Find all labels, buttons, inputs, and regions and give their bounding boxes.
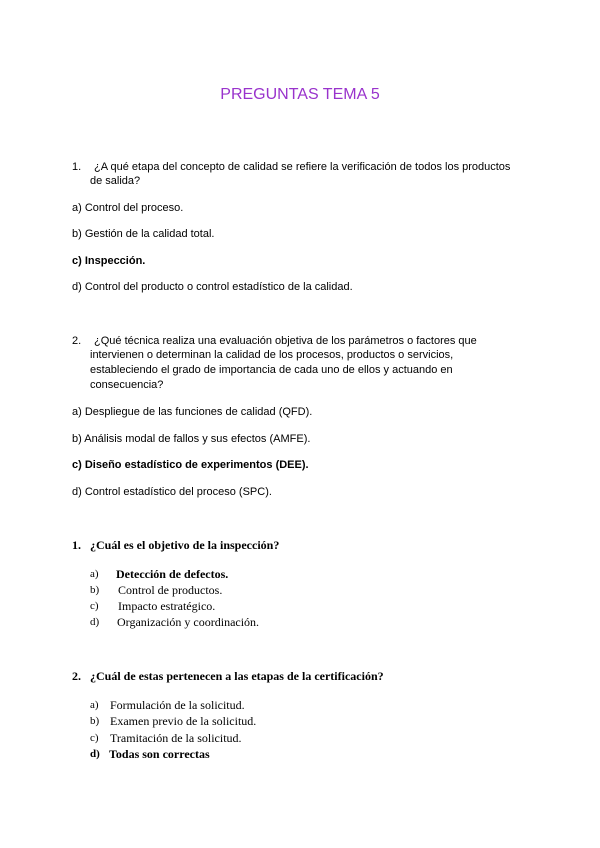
- q4-option-d-correct: Todas son correctas: [109, 747, 210, 761]
- q1-text-line-1: ¿A qué etapa del concepto de calidad se refiere la verificación de todos los productos: [94, 161, 511, 173]
- q3-letter-a: a): [90, 568, 99, 580]
- q2-option-d: d) Control estadístico del proceso (SPC).: [72, 486, 272, 498]
- q1-option-b: b) Gestión de la calidad total.: [72, 228, 215, 240]
- page-title: PREGUNTAS TEMA 5: [220, 86, 380, 103]
- q2-option-c-correct: c) Diseño estadístico de experimentos (DEE).: [72, 459, 309, 471]
- q4-number: 2.: [72, 669, 81, 683]
- q1-number: 1.: [72, 161, 82, 173]
- q3-letter-b: b): [90, 584, 100, 596]
- q2-text-line-3: estableciendo el grado de importancia de cada uno de ellos y actuando en: [90, 364, 453, 376]
- q1-text-line-2: de salida?: [90, 175, 141, 187]
- q4-letter-d: d): [90, 748, 100, 760]
- q3-letter-c: c): [90, 600, 99, 612]
- q3-option-b: Control de productos.: [118, 583, 223, 597]
- q2-number: 2.: [72, 335, 82, 347]
- q4-letter-c: c): [90, 732, 99, 744]
- q4-text: ¿Cuál de estas pertenecen a las etapas de la certificación?: [90, 669, 384, 683]
- q1-option-c-correct: c) Inspección.: [72, 255, 146, 267]
- q3-number: 1.: [72, 538, 81, 552]
- q3-option-a-correct: Detección de defectos.: [116, 567, 229, 581]
- q4-letter-b: b): [90, 715, 100, 727]
- q2-option-a: a) Despliegue de las funciones de calidad (QFD).: [72, 406, 313, 418]
- q3-letter-d: d): [90, 616, 100, 628]
- q4-letter-a: a): [90, 699, 99, 711]
- q1-option-a: a) Control del proceso.: [72, 202, 184, 214]
- q1-option-d: d) Control del producto o control estadístico de la calidad.: [72, 281, 353, 293]
- q4-option-a: Formulación de la solicitud.: [110, 698, 245, 712]
- q3-option-c: Impacto estratégico.: [118, 599, 216, 613]
- q4-option-b: Examen previo de la solicitud.: [110, 714, 257, 728]
- q2-text-line-1: ¿Qué técnica realiza una evaluación objetiva de los parámetros o factores que: [94, 335, 477, 347]
- q2-text-line-2: intervienen o determinan la calidad de los procesos, productos o servicios,: [90, 349, 454, 361]
- q2-text-line-4: consecuencia?: [90, 379, 164, 391]
- q4-option-c: Tramitación de la solicitud.: [110, 731, 242, 745]
- q3-text: ¿Cuál es el objetivo de la inspección?: [90, 538, 280, 552]
- q3-option-d: Organización y coordinación.: [117, 615, 260, 629]
- q2-option-b: b) Análisis modal de fallos y sus efectos (AMFE).: [72, 433, 311, 445]
